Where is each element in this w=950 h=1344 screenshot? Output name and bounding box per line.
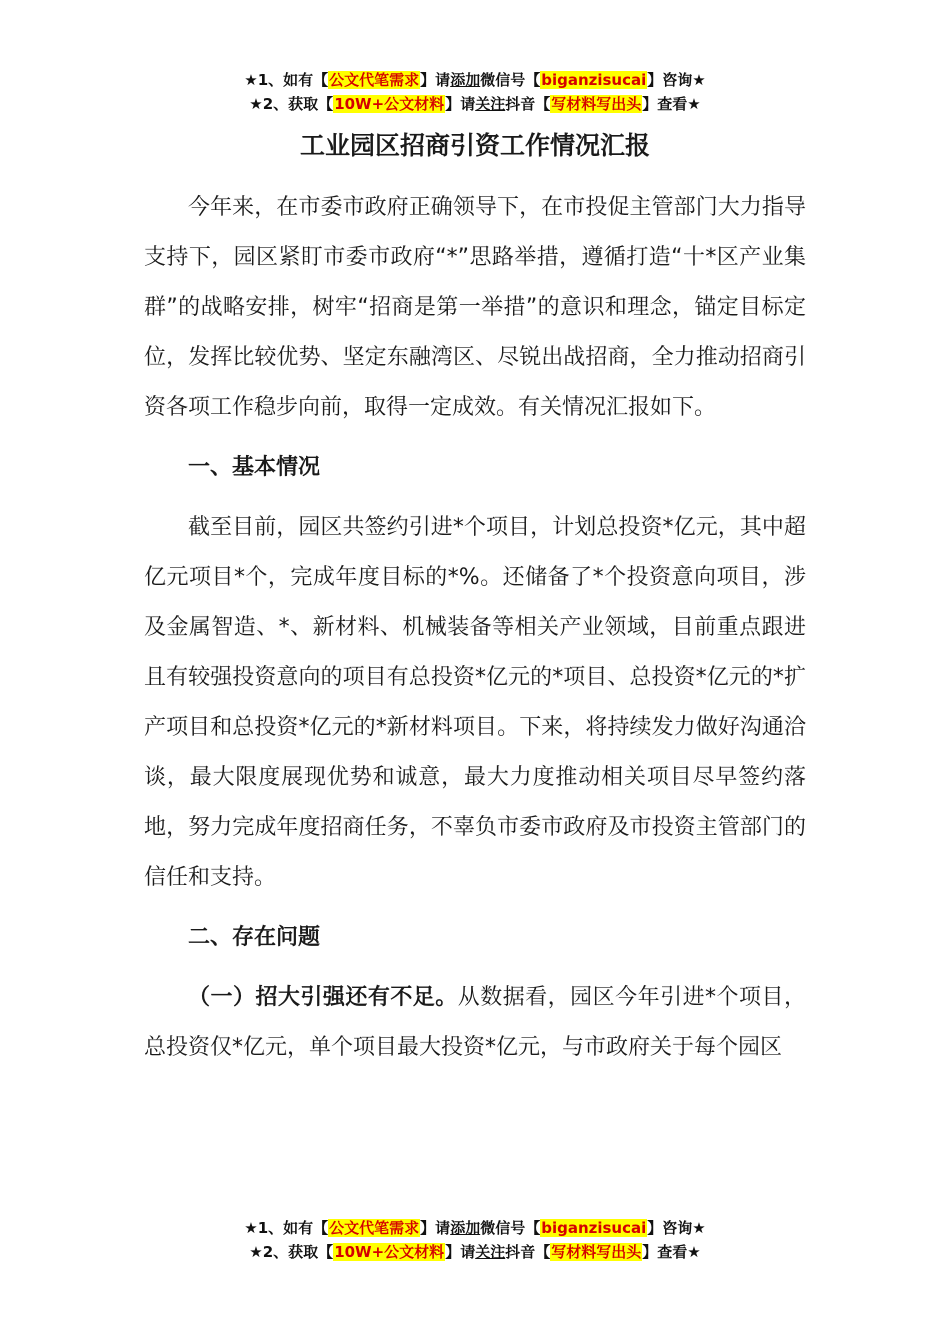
item-1-lead: （一）招大引强还有不足。 bbox=[188, 985, 458, 1010]
highlight-materials: 10W+公文材料 bbox=[334, 95, 445, 113]
banner-line-2: ★2、获取【10W+公文材料】请关注抖音【写材料写出头】查看★ bbox=[249, 1243, 701, 1261]
section-1-heading: 一、基本情况 bbox=[188, 455, 321, 480]
banner-line-1: ★1、如有【公文代笔需求】请添加微信号【biganzisucai】咨询★ bbox=[244, 1219, 706, 1237]
highlight-wechat-id: biganzisucai bbox=[541, 1219, 647, 1237]
section-2-heading: 二、存在问题 bbox=[188, 925, 321, 950]
highlight-materials: 10W+公文材料 bbox=[334, 1243, 445, 1261]
banner-line-2: ★2、获取【10W+公文材料】请关注抖音【写材料写出头】查看★ bbox=[249, 95, 701, 113]
document-body bbox=[144, 183, 806, 1073]
highlight-douyin: 写材料写出头 bbox=[551, 1243, 642, 1261]
highlight-service: 公文代笔需求 bbox=[329, 1219, 420, 1237]
header-banner bbox=[0, 68, 950, 116]
intro-paragraph: 今年来，在市委市政府正确领导下，在市投促主管部门大力指导支持下，园区紧盯市委市政府“*”思路举措，遵循打造“十*区产业集群”的战略安排，树牢“招商是第一举措”的意识和理念，锚定目标定位，发挥比较优势、坚定东融湾区、尽锐出战招商，全力推动招商引资各项工作稳步向前，取得一定成效。有关情况汇报如下。 bbox=[144, 195, 806, 420]
highlight-douyin: 写材料写出头 bbox=[551, 95, 642, 113]
item-1-paragraph bbox=[144, 973, 806, 1073]
item-1-body: 从数据看，园区今年引进*个项目，总投资仅*亿元，单个项目最大投资*亿元，与市政府关于每个园区 bbox=[144, 985, 806, 1060]
footer-banner bbox=[0, 1216, 950, 1264]
highlight-service: 公文代笔需求 bbox=[329, 71, 420, 89]
highlight-wechat-id: biganzisucai bbox=[541, 71, 647, 89]
document-title: 工业园区招商引资工作情况汇报 bbox=[299, 131, 650, 160]
banner-line-1: ★1、如有【公文代笔需求】请添加微信号【biganzisucai】咨询★ bbox=[244, 71, 706, 89]
section-1-paragraph: 截至目前，园区共签约引进*个项目，计划总投资*亿元，其中超亿元项目*个，完成年度目标的*%。还储备了*个投资意向项目，涉及金属智造、*、新材料、机械装备等相关产业领域，目前重点跟进且有较强投资意向的项目有总投资*亿元的*项目、总投资*亿元的*扩产项目和总投资*亿元的*新材料项目。下来，将持续发力做好沟通洽谈，最大限度展现优势和诚意，最大力度推动相关项目尽早签约落地，努力完成年度招商任务，不辜负市委市政府及市投资主管部门的信任和支持。 bbox=[144, 515, 806, 890]
